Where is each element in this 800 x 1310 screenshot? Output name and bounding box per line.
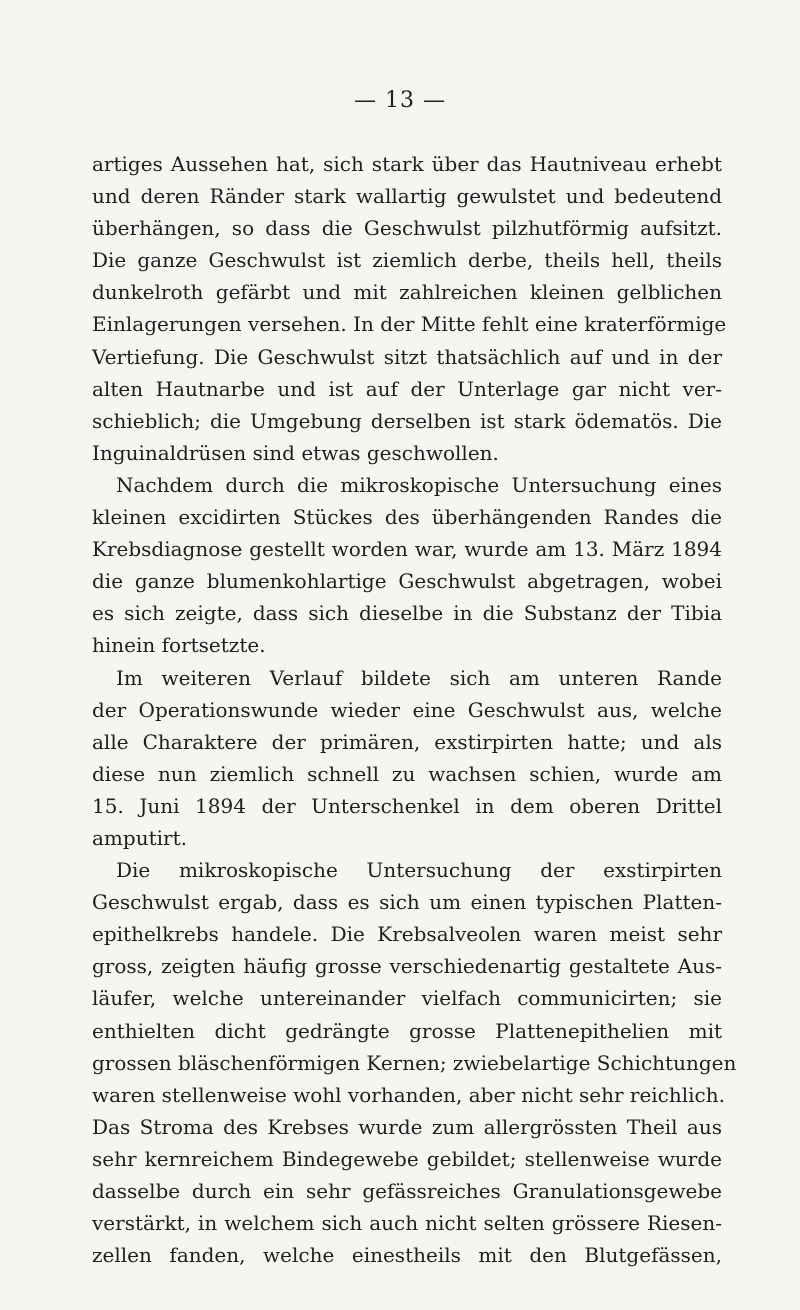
text-line: kleinen excidirten Stückes des überhängenden Randes die: [92, 505, 722, 530]
text-line: Im weiteren Verlauf bildete sich am unteren Rande: [116, 665, 722, 690]
text-line: dasselbe durch ein sehr gefässreiches Granulationsgewebe: [92, 1179, 722, 1203]
text-line: überhängen, so dass die Geschwulst pilzhutförmig aufsitzt.: [92, 216, 722, 241]
text-line: Nachdem durch die mikroskopische Untersuchung eines: [116, 472, 722, 497]
text-line: Krebsdiagnose gestellt worden war, wurde am 13. März 1894: [92, 537, 722, 562]
text-line: Das Stroma des Krebses wurde zum allergrössten Theil aus: [92, 1114, 722, 1139]
text-line: Die mikroskopische Untersuchung der exstirpirten: [116, 858, 722, 883]
text-line: 15. Juni 1894 der Unterschenkel in dem oberen Drittel: [92, 793, 722, 818]
text-line: Einlagerungen versehen. In der Mitte fehlt eine kraterförmige: [92, 312, 727, 337]
text-line: hinein fortsetzte.: [92, 633, 266, 658]
page-number: — 13 —: [354, 88, 446, 113]
text-line: verstärkt, in welchem sich auch nicht selten grössere Riesen-: [92, 1211, 722, 1236]
text-line: und deren Ränder stark wallartig gewulstet und bedeutend: [92, 184, 722, 209]
text-line: alle Charaktere der primären, exstirpirten hatte; und als: [92, 729, 722, 754]
text-line: es sich zeigte, dass sich dieselbe in die Substanz der Tibia: [92, 601, 722, 626]
text-line: dunkelroth gefärbt und mit zahlreichen kleinen gelblichen: [92, 280, 722, 305]
text-line: grossen bläschenförmigen Kernen; zwiebelartige Schichtungen: [92, 1050, 737, 1075]
text-line: schieblich; die Umgebung derselben ist stark ödematös. Die: [92, 408, 722, 433]
text-line: läufer, welche untereinander vielfach communicirten; sie: [92, 986, 722, 1011]
text-line: die ganze blumenkohlartige Geschwulst abgetragen, wobei: [92, 569, 722, 594]
text-line: zellen fanden, welche einestheils mit den Blutgefässen,: [92, 1243, 722, 1268]
body-text: [92, 148, 737, 1271]
text-line: amputirt.: [92, 825, 187, 850]
text-line: Vertiefung. Die Geschwulst sitzt thatsächlich auf und in der: [92, 344, 722, 369]
text-line: der Operationswunde wieder eine Geschwulst aus, welche: [92, 697, 722, 722]
text-line: diese nun ziemlich schnell zu wachsen schien, wurde am: [92, 761, 722, 786]
text-line: alten Hautnarbe und ist auf der Unterlage gar nicht ver-: [92, 376, 722, 401]
text-line: epithelkrebs handele. Die Krebsalveolen waren meist sehr: [92, 922, 722, 947]
text-line: artiges Aussehen hat, sich stark über das Hautniveau erhebt: [92, 152, 722, 176]
text-line: Geschwulst ergab, dass es sich um einen typischen Platten-: [92, 890, 722, 915]
text-line: waren stellenweise wohl vorhanden, aber nicht sehr reichlich.: [92, 1082, 725, 1107]
text-line: Inguinaldrüsen sind etwas geschwollen.: [92, 440, 499, 465]
text-line: Die ganze Geschwulst ist ziemlich derbe, theils hell, theils: [92, 248, 722, 273]
text-line: gross, zeigten häufig grosse verschiedenartig gestaltete Aus-: [92, 954, 722, 979]
text-line: sehr kernreichem Bindegewebe gebildet; stellenweise wurde: [92, 1146, 722, 1171]
text-line: enthielten dicht gedrängte grosse Plattenepithelien mit: [92, 1018, 722, 1043]
